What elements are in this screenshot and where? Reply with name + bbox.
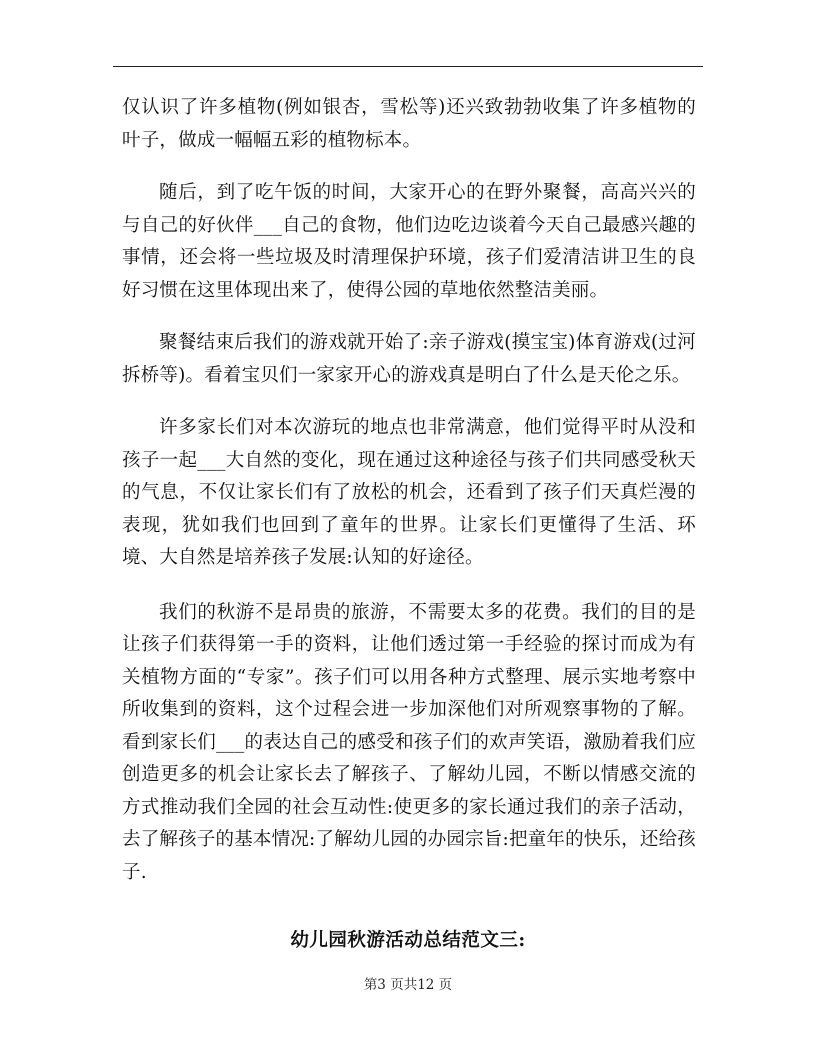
body-paragraph-3: 聚餐结束后我们的游戏就开始了:亲子游戏(摸宝宝)体育游戏(过河拆桥等)。看着宝贝们一家家开心的游戏真是明白了什么是天伦之乐。 xyxy=(122,332,696,386)
body-paragraph-2: 随后，到了吃午饭的时间，大家开心的在野外聚餐，高高兴兴的与自己的好伙伴___自己的食物，他们边吃边谈着今天自己最感兴趣的事情，还会将一些垃圾及时清理保护环境，孩子们爱清洁讲卫生的良好习惯在这里体现出来了，使得公园的草地依然整洁美丽。 xyxy=(122,182,696,301)
body-paragraph-5: 我们的秋游不是昂贵的旅游，不需要太多的花费。我们的目的是让孩子们获得第一手的资料，让他们透过第一手经验的探讨而成为有关植物方面的“专家”。孩子们可以用各种方式整理、展示实地考察中所收集到的资料，这个过程会进一步加深他们对所观察事物的了解。看到家长们___的表达自己的感受和孩子们的欢声笑语，激励着我们应创造更多的机会让家长去了解孩子、了解幼儿园，不断以情感交流的方式推动我们全园的社会互动性:使更多的家长通过我们的亲子活动，去了解孩子的基本情况:了解幼儿园的办园宗旨:把童年的快乐，还给孩子. xyxy=(122,601,696,883)
page-footer: 第3 页共12 页 xyxy=(363,977,453,993)
body-paragraph-4: 许多家长们对本次游玩的地点也非常满意，他们觉得平时从没和孩子一起___大自然的变化，现在通过这种途径与孩子们共同感受秋天的气息，不仅让家长们有了放松的机会，还看到了孩子们天真烂漫的表现，犹如我们也回到了童年的世界。让家长们更懂得了生活、环境、大自然是培养孩子发展:认知的好途径。 xyxy=(122,417,696,568)
body-paragraph-1: 仅认识了许多植物(例如银杏，雪松等)还兴致勃勃收集了许多植物的叶子，做成一幅幅五彩的植物标本。 xyxy=(122,97,696,151)
document-body xyxy=(122,92,696,889)
header-rule xyxy=(113,66,703,67)
section-heading: 幼儿园秋游活动总结范文三: xyxy=(290,930,526,951)
